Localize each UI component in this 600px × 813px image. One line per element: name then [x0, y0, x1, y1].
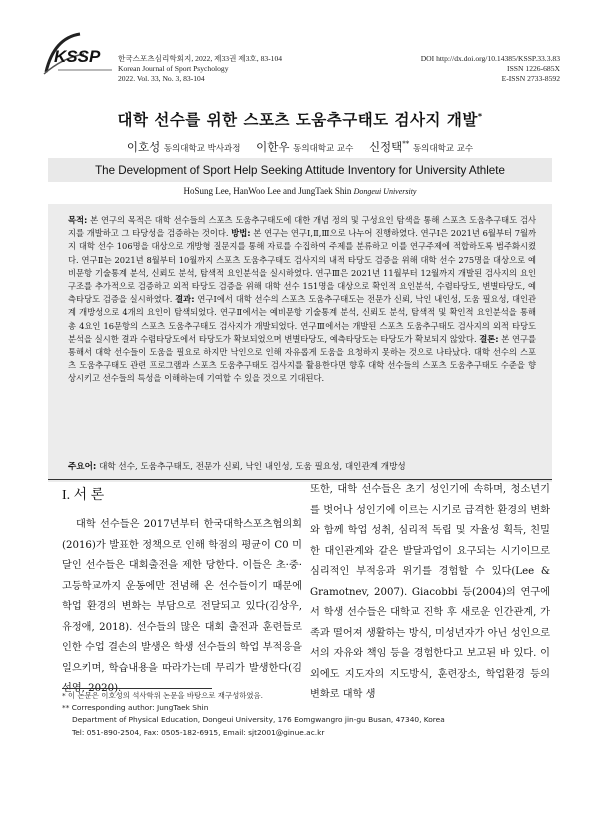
- english-affiliation: Dongeui University: [353, 187, 417, 196]
- author-affiliation: 동의대학교 교수: [412, 144, 474, 154]
- footnote: ** Corresponding author: JungTaek Shin: [62, 703, 209, 713]
- body-column-left: [62, 515, 302, 700]
- doi-info: [421, 54, 560, 84]
- author-name: 신정택: [368, 140, 403, 154]
- english-title: [48, 158, 552, 182]
- abstract-label-conclusion: 결론:: [479, 333, 499, 344]
- abstract-conclusion: 본 연구를 통해서 대학 선수들이 도움을 필요로 하지만 낙인으로 인해 자유롭게 도움을 요청하지 못하는 것으로 나타났다. 대학 선수의 스포츠 도움추구태도 관련 프로그램과 스포츠 도움추구태도 검사지를 활용한다면 향후 대학 선수들의 스포츠 도움추구태도 수준을 향상시키고 선수들의 특성을 이해하는데 기여할 수 있을 것으로 기대된다.: [68, 333, 536, 384]
- keywords-label: 주요어:: [68, 462, 97, 472]
- keywords-text: 대학 선수, 도움추구태도, 전문가 신뢰, 낙인 내인성, 도움 필요성, 대인관계 개방성: [96, 462, 406, 472]
- footnotes: [62, 690, 542, 739]
- english-authors: [0, 186, 600, 196]
- journal-logo: [40, 28, 130, 84]
- doi-link[interactable]: DOI http://dx.doi.org/10.14385/KSSP.33.3.83: [420, 54, 560, 63]
- abstract: [68, 214, 536, 386]
- journal-name-en: Korean Journal of Sport Psychology: [118, 64, 229, 73]
- abstract-result: 연구Ⅰ에서 대학 선수의 스포츠 도움추구태도는 전문가 신뢰, 낙인 내인성, 도움 필요성, 대인관계 개방성으로 4개의 요인이 탐색되었다. 연구Ⅱ에서는 예비문항 기술통계 분석, 신뢰도 분석, 탐색적 및 확인적 요인분석을 통해 총 4요인 16문항의 스포츠 도움추구태도 검사지가 개발되었다. 연구Ⅲ에서는 개발된 스포츠 도움추구태도 검사지의 외적 타당도 분석을 실시한 결과 수렴타당도에서 타당도가 확보되었으며 변별타당도, 예측타당도는 타당도가 확보되지 않았다.: [68, 294, 536, 344]
- paper-title: [0, 108, 600, 130]
- author-name: 이한우: [256, 140, 290, 154]
- footnote: Department of Physical Education, Dongeui University, 176 Eomgwangro jin-gu Busan, 47340, Korea: [72, 715, 445, 725]
- abstract-label-result: 결과:: [175, 294, 195, 305]
- author-list: [0, 139, 600, 155]
- logo-text: KSSP: [54, 47, 101, 66]
- issn: ISSN 1226-685X: [507, 64, 560, 73]
- journal-volume: 2022. Vol. 33, No. 3, 83-104: [118, 74, 205, 83]
- paper-title-text: 대학 선수를 위한 스포츠 도움추구태도 검사지 개발: [117, 111, 478, 129]
- section-heading: I. 서 론: [62, 488, 105, 503]
- body-column-right: [310, 480, 550, 706]
- page-header: [0, 0, 600, 100]
- body-paragraph: 대학 선수들은 2017년부터 한국대학스포츠협의회(2016)가 발표한 정책으로 인해 학점의 평균이 C0 미달인 선수들은 대회출전을 제한 당한다. 이들은 초·중·고등학교까지 운동에만 전념해 온 선수들이기 때문에 학업 환경의 변화는 부담으로 전달되고 있다(김상우, 유정애, 2018). 선수들의 많은 대회 출전과 훈련들로 인한 수업 결손의 발생은 학생 선수들의 학업 부적응을 일으키며, 학습내용을 따라가는데 무리가 발생한다(김선영, 2020).: [62, 519, 302, 694]
- footnote-divider: [62, 688, 212, 689]
- kssp-logo-icon: [40, 28, 130, 84]
- title-footnote-mark: *: [477, 111, 483, 121]
- english-author-names: HoSung Lee, HanWoo Lee and JungTaek Shin: [183, 186, 352, 196]
- keywords: [68, 460, 548, 474]
- abstract-label-method: 방법:: [231, 228, 251, 239]
- corresponding-mark: **: [402, 140, 410, 149]
- journal-info: [118, 54, 282, 84]
- eissn: E-ISSN 2733-8592: [501, 74, 560, 83]
- abstract-label-purpose: 목적:: [68, 215, 88, 225]
- footnote: Tel: 051-890-2504, Fax: 0505-182-6915, Email: sjt2001@ginue.ac.kr: [72, 727, 325, 737]
- abstract-method: 본 연구는 연구Ⅰ,Ⅱ,Ⅲ으로 나누어 진행하였다. 연구Ⅰ은 2021년 6월부터 7월까지 대학 선수 106명을 대상으로 개방형 질문지를 통해 자료를 수집하여 주제를 분류하고 이를 연구주제에 적합하도록 범주화시켰다. 연구Ⅱ는 2021년 8월부터 10월까지 스포츠 도움추구태도 검사지의 내적 타당도 검증을 위해 대학 선수 275명을 대상으로 예비문항 기술통계 분석, 신뢰도 분석, 탐색적 요인분석을 실시하였다. 연구Ⅲ은 2021년 11월부터 12월까지 개발된 검사지의 요인구조를 추가적으로 검증하고 외적 타당도 검증을 위해 대학 선수 151명을 대상으로 확인적 요인분석, 수렴타당도, 변별타당도, 예측타당도 검증을 실시하였다.: [68, 228, 537, 305]
- abstract-purpose: 본 연구의 목적은 대학 선수들의 스포츠 도움추구태도에 대한 개념 정의 및 구성요인 탐색을 통해 스포츠 도움추구태도 검사지를 개발하고 그 타당성을 검증하는 것이다.: [68, 215, 536, 239]
- author-affiliation: 동의대학교 박사과정: [163, 144, 241, 154]
- body-paragraph: 또한, 대학 선수들은 초기 성인기에 속하며, 청소년기를 벗어나 성인기에 이르는 시기로 급격한 환경의 변화와 함께 학업 성취, 심리적 독립 및 자율성 획득, 친밀한 대인관계와 같은 발달과업이 요구되는 시기이므로 심리적인 부적응과 위기를 경험할 수 있다(Lee & Gramotnev, 2007). Giacobbi 등(2004)의 연구에서 학생 선수들은 대학교 진학 후 새로운 인간관계, 가족과 떨어져 생활하는 방식, 미성년자가 아닌 성인으로서의 자유와 책임 등을 경험한다고 보고된 바 있다. 이외에도 지도자의 지도방식, 훈련장소, 학업환경 등의 변화로 대학 생: [310, 484, 550, 700]
- footnote: * 이 논문은 이호성의 석사학위 논문을 바탕으로 재구성하였음.: [62, 691, 263, 700]
- journal-name-ko: 한국스포츠심리학회지, 2022, 제33권 제3호, 83-104: [118, 54, 283, 63]
- author-name: 이호성: [126, 140, 161, 154]
- english-title-text: The Development of Sport Help Seeking Attitude Inventory for University Athlete: [95, 163, 505, 177]
- author-affiliation: 동의대학교 교수: [293, 144, 354, 154]
